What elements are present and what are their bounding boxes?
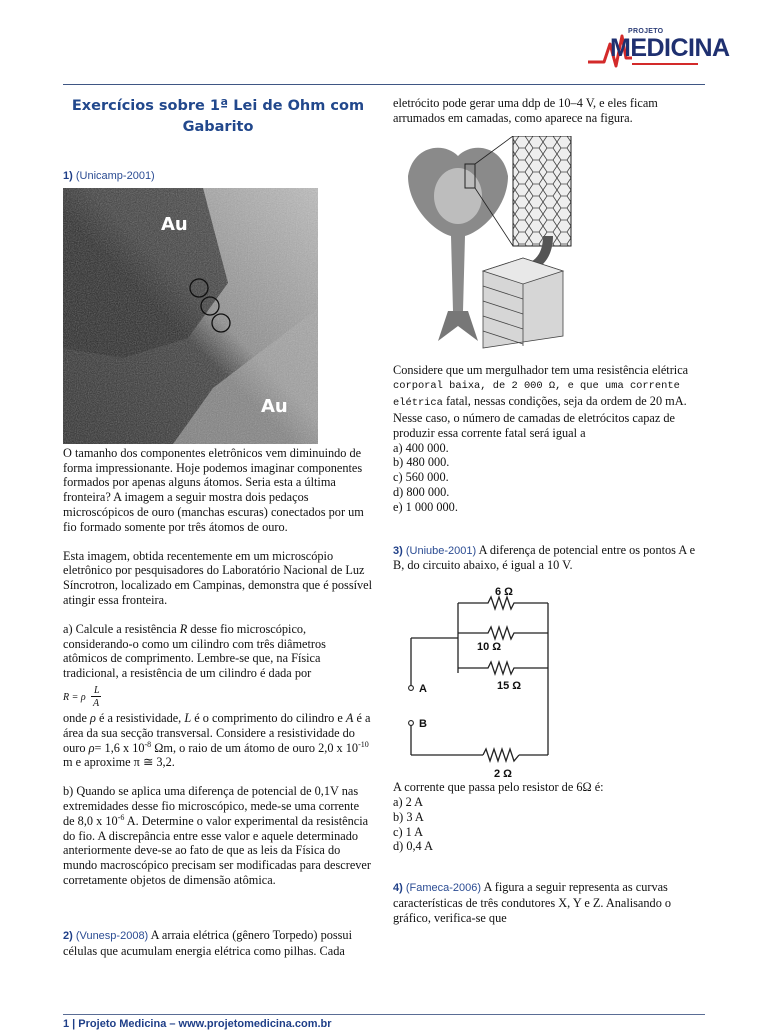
q2-intro: 2) (Vunesp-2008) A arraia elétrica (gênero Torpedo) possui células que acumulam energia elétrica como pilhas. Cada (63, 927, 352, 958)
q1-source: (Unicamp-2001) (75, 170, 155, 182)
q3-option-d: d) 0,4 A (393, 839, 433, 854)
q2-option-e: e) 1 000 000. (393, 499, 458, 514)
q1-item-a: a) Calcule a resistência R desse fio microscópico, considerando-o como um cilindro com três diâmetros atômicos de comprimento. Lembre-se que, na Física tradicional, a resistência de um cilindro é dada por (63, 621, 326, 681)
q3-option-a: a) 2 A (393, 794, 424, 809)
resistance-formula: R = ρ L A (63, 684, 100, 709)
q1-resistivity-text: onde ρ é a resistividade, L é o comprimento do cilindro e A é a área da sua secção transversal. Considere a resistividade do ouro ρ= 1,6 x $10^{-8}$ Ωm, o raio de um átomo de ouro 2,0 x $10^{-10}$ m e aproxime π ≅ 3,2. (63, 710, 371, 770)
logo-small-text: PROJETO (628, 28, 664, 35)
resistor-6-label: 6 Ω (495, 586, 513, 599)
q1-paragraph-2: Esta imagem, obtida recentemente em um microscópio eletrônico por pesquisadores do Laboratório Nacional de Luz Síncrotron, localizado em Campinas, demonstra que é possível atingir essa fronteira. (63, 548, 373, 607)
logo-big-text: MEDICINA (610, 34, 730, 62)
resistor-10-label: 10 Ω (477, 641, 502, 654)
au-label-top: Au (161, 213, 188, 235)
q3-circuit-diagram (393, 583, 553, 778)
q1-number: 1) (63, 170, 73, 182)
q2-option-c: c) 560 000. (393, 470, 449, 485)
q1-header (63, 168, 373, 184)
projeto-medicina-logo (588, 28, 730, 68)
q3-source: (Uniube-2001) (405, 544, 477, 557)
terminal-b-label: B (419, 718, 427, 731)
q3-number: 3) (393, 544, 403, 557)
q3-question: A corrente que passa pelo resistor de 6Ω é: (393, 780, 604, 795)
page-footer: 1 | Projeto Medicina – www.projetomedicina.com.br (63, 1018, 332, 1030)
header-rule (63, 84, 705, 85)
terminal-a-label: A (419, 683, 427, 696)
q1-paragraph-1: O tamanho dos componentes eletrônicos vem diminuindo de forma impressionante. Hoje podemos imaginar componentes formados por apenas alguns átomos. Seria esta a última fronteira? A imagem a seguir mostra dois pedaços microscópicos de ouro (manchas escuras) conectados por um fio formado somente por três átomos de ouro. (63, 445, 364, 534)
q2-continuation: eletrócito pode gerar uma ddp de 10–4 V, e eles ficam arrumados em camadas, como aparece na figura. (393, 96, 658, 125)
q2-stem: Considere que um mergulhador tem uma resistência elétrica corporal baixa, de 2 000 Ω, e que uma corrente elétrica fatal, nessas condições, seja da ordem de 20 mA. Nesse caso, o número de camadas de eletrócitos capaz de produzir essa corrente fatal será igual a (393, 362, 689, 440)
q2-option-a: a) 400 000. (393, 440, 449, 455)
q4-intro: 4) (Fameca-2006) A figura a seguir representa as curvas características de três condutores X, Y e Z. Analisando o gráfico, verifica-se que (393, 880, 672, 925)
right-column (393, 96, 708, 926)
q2-options (393, 441, 708, 515)
q2-option-b: b) 480 000. (393, 455, 450, 470)
q2-option-d: d) 800 000. (393, 484, 450, 499)
resistor-15-label: 15 Ω (497, 680, 522, 693)
q2-source: (Vunesp-2008) (75, 929, 149, 942)
footer-rule (63, 1014, 705, 1015)
page-title: Exercícios sobre 1ª Lei de Ohm com Gabarito (71, 98, 365, 135)
q2-number: 2) (63, 929, 73, 942)
q1-microscope-image (63, 188, 318, 444)
q3-intro: 3) (Uniube-2001) A diferença de potencial entre os pontos A e B, do circuito abaixo, é igual a 10 V. (393, 542, 696, 573)
left-column (63, 96, 373, 958)
q3-option-b: b) 3 A (393, 809, 424, 824)
resistor-2-label: 2 Ω (494, 768, 512, 779)
q4-number: 4) (393, 882, 403, 895)
q3-options (393, 795, 708, 854)
q4-source: (Fameca-2006) (405, 882, 482, 895)
q3-option-c: c) 1 A (393, 824, 424, 839)
au-label-bottom: Au (261, 395, 288, 417)
q1-item-b: b) Quando se aplica uma diferença de potencial de 0,1V nas extremidades desse fio microscópico, mede-se uma corrente de 8,0 x $10^{-6}$ A. Determine o valor experimental da resistência do fio. A discrepância entre esse valor e aquele determinado anteriormente deve-se ao fato de que as leis da Física do mundo macroscópico precisam ser modificadas para descrever corretamente objetos de dimensão atômica. (63, 784, 371, 887)
stingray-electrocyte-figure (403, 136, 573, 351)
